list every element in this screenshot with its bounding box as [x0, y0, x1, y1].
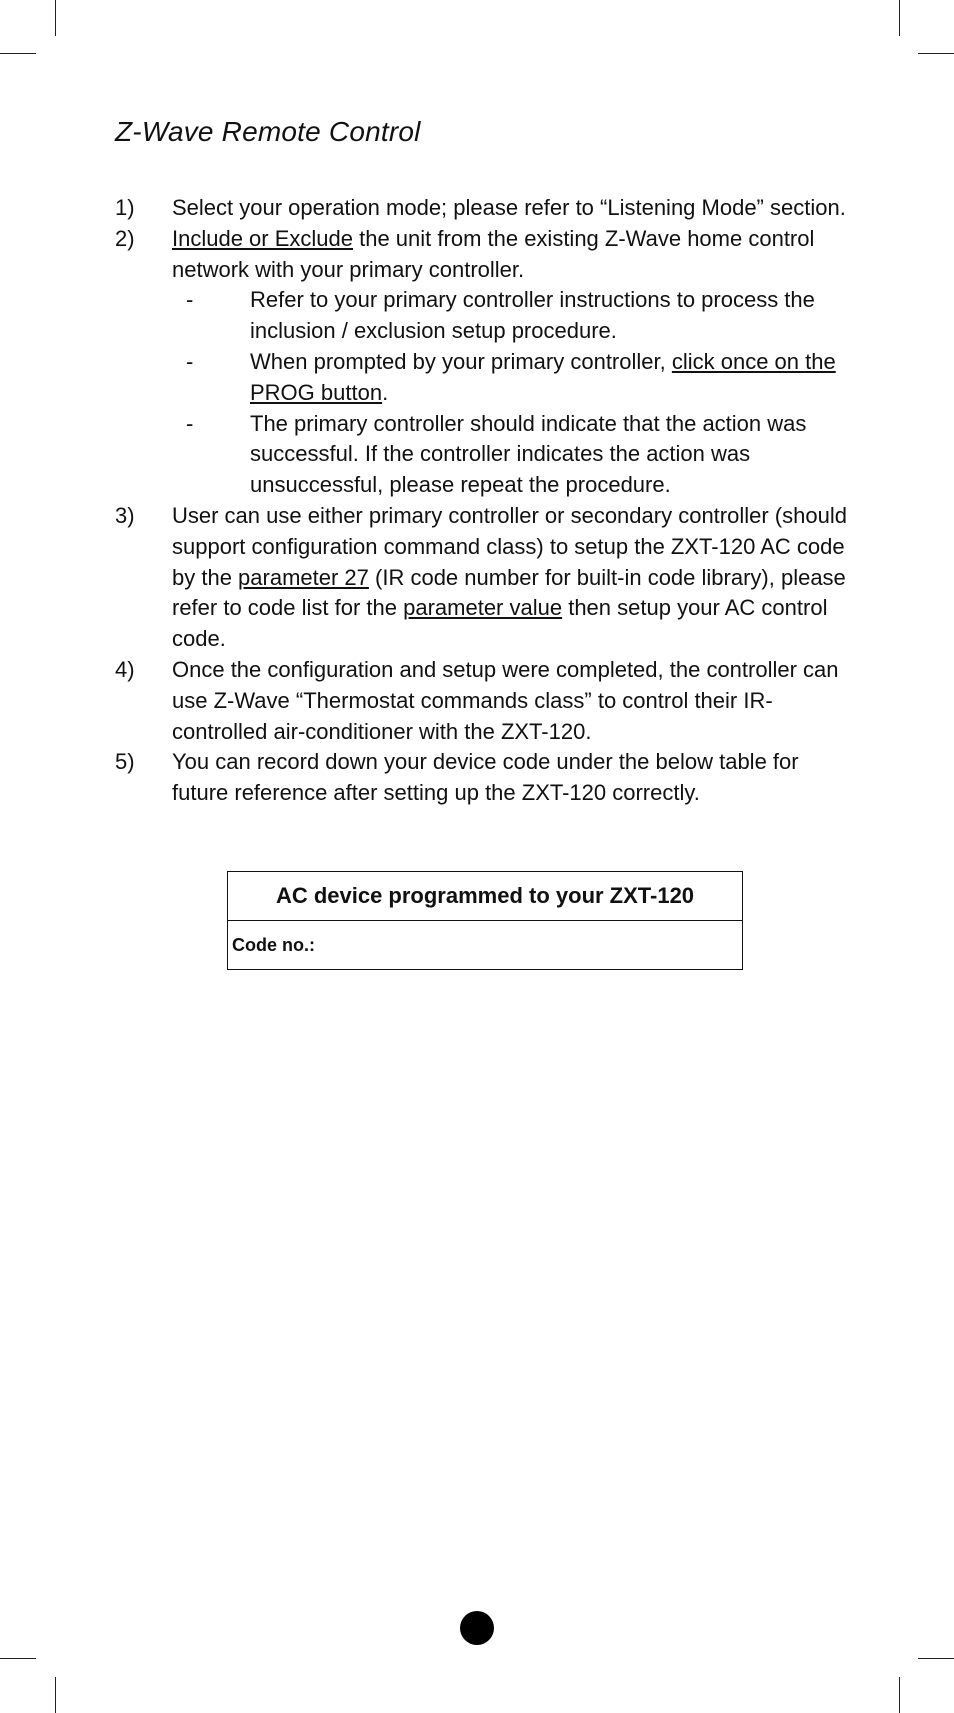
step-number: 4) [115, 656, 135, 682]
step-text: You can record down your device code under the below table for future reference after setting up the ZXT-120 correctly. [172, 749, 799, 806]
step-number: 2) [115, 225, 135, 251]
table-row-code: Code no.: [232, 934, 315, 955]
step-number: 3) [115, 502, 135, 528]
step-text: Once the configuration and setup were completed, the controller can use Z-Wave “Thermostat commands class” to control their IR-controlled air-conditioner with the ZXT-120. [172, 656, 839, 744]
step-body [172, 224, 850, 286]
crop-mark-top-right-h [918, 53, 954, 54]
step-number: 5) [115, 749, 135, 775]
step-body [172, 501, 850, 655]
crop-mark-bottom-right-h [918, 1658, 954, 1659]
device-code-table [227, 871, 743, 970]
step-number: 1) [115, 195, 135, 220]
step-4 [115, 655, 850, 747]
step-2-sub-2 [115, 347, 850, 409]
step-text: Select your operation mode; please refer to “Listening Mode” section. [172, 195, 846, 220]
crop-mark-top-right-v [899, 0, 900, 36]
step-2 [115, 224, 850, 286]
step-text: User can use either primary controller or secondary controller (should support configuration command class) to setup the ZXT-120 AC code by the [172, 502, 847, 590]
step-5 [115, 747, 850, 809]
parameter-27-link: parameter 27 [238, 564, 369, 590]
step-text: then setup your AC control code. [172, 595, 828, 652]
crop-mark-bottom-right-v [899, 1677, 900, 1713]
table-header: AC device programmed to your ZXT-120 [228, 872, 742, 921]
step-3 [115, 501, 850, 655]
step-2-sub-3 [115, 409, 850, 501]
step-text: the unit from the existing Z-Wave home control network with your primary controller. [172, 225, 815, 282]
page-title: Z-Wave Remote Control [115, 116, 421, 147]
sub-bullet: - [186, 287, 194, 313]
include-exclude-link: Include or Exclude [172, 225, 353, 251]
crop-mark-bottom-left-v [55, 1677, 56, 1713]
crop-mark-bottom-left-h [0, 1658, 36, 1659]
step-text: (IR code number for built-in code library), please refer to code list for the [172, 564, 846, 621]
step-1 [115, 193, 850, 224]
sub-text-before: When prompted by your primary controller, [250, 348, 672, 374]
crop-mark-top-left-h [0, 53, 36, 54]
steps-list [115, 193, 850, 809]
parameter-value-link: parameter value [403, 595, 563, 621]
page-marker-dot [460, 1611, 494, 1645]
sub-text [250, 347, 850, 409]
prog-button-link: click once on the PROG button [250, 348, 836, 405]
crop-mark-top-left-v [55, 0, 56, 36]
sub-bullet: - [186, 410, 194, 436]
sub-text: Refer to your primary controller instructions to process the inclusion / exclusion setup procedure. [250, 287, 815, 344]
step-2-sub-1 [115, 285, 850, 347]
sub-bullet: - [186, 348, 194, 374]
sub-text-after: . [382, 379, 389, 405]
sub-text: The primary controller should indicate that the action was successful. If the controller indicates the action was unsuccessful, please repeat the procedure. [250, 410, 807, 498]
